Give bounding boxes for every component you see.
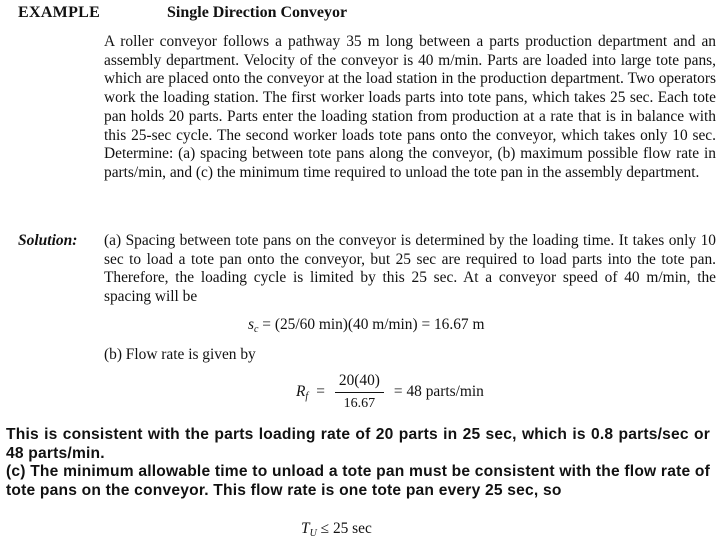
unload-sub: U [309,528,317,539]
flow-var: R [296,382,306,400]
example-heading [0,4,720,24]
flow-rate-equation [296,370,484,414]
consistency-text: This is consistent with the parts loading rate of 20 parts in 25 sec, which is 0.8 parts/sec or 48 parts/min. [6,426,710,462]
flow-sub: f [305,390,309,402]
flow-denominator: 16.67 [343,395,376,411]
spacing-equation [248,316,484,335]
unload-var: T [301,520,310,537]
flow-numerator: 20(40) [335,372,384,393]
flow-result: = 48 parts/min [393,383,484,400]
solution-part-b: (b) Flow rate is given by [104,346,256,363]
example-label: EXAMPLE [18,4,101,21]
flow-fraction [335,372,384,413]
flow-eq-sign: = [316,383,325,400]
solution-label: Solution: [18,232,78,249]
solution-part-c: (c) The minimum allowable time to unload a tote pan must be consistent with the flow rate of tote pans on the conveyor. This flow rate is one tote pan every 25 sec, so [6,463,710,499]
unload-time-equation [301,520,372,539]
spacing-var: s [248,316,254,333]
problem-statement: A roller conveyor follows a pathway 35 m long between a parts production department and an assembly department. Velocity of the conveyor is 40 m/min. Parts are loaded into large tote pans, which are placed onto the conveyor at the load station in the production department. Two operators work the loading station. The first worker loads parts into tote pans, which takes 25 sec. Each tote pan holds 20 parts. Parts enter the loading station from production at a rate that is in balance with this 25-sec cycle. The second worker loads tote pans onto the conveyor, which takes only 10 sec. Determine: (a) spacing between tote pans along the conveyor, (b) maximum possible flow rate in parts/min, and (c) the minimum time required to unload the tote pan in the assembly department. [104,33,716,181]
spacing-rhs: = (25/60 min)(40 m/min) = 16.67 m [258,316,485,333]
solution-part-a: (a) Spacing between tote pans on the conveyor is determined by the loading time. It takes only 10 sec to load a tote pan onto the conveyor, but 25 sec are required to load parts into the tote pan. Therefore, the loading cycle is limited by this 25 sec. At a conveyor speed of 40 m/min, the spacing will be [104,232,716,306]
spacing-sub: c [254,324,259,335]
unload-rhs: ≤ 25 sec [316,520,372,537]
example-title: Single Direction Conveyor [167,4,348,21]
